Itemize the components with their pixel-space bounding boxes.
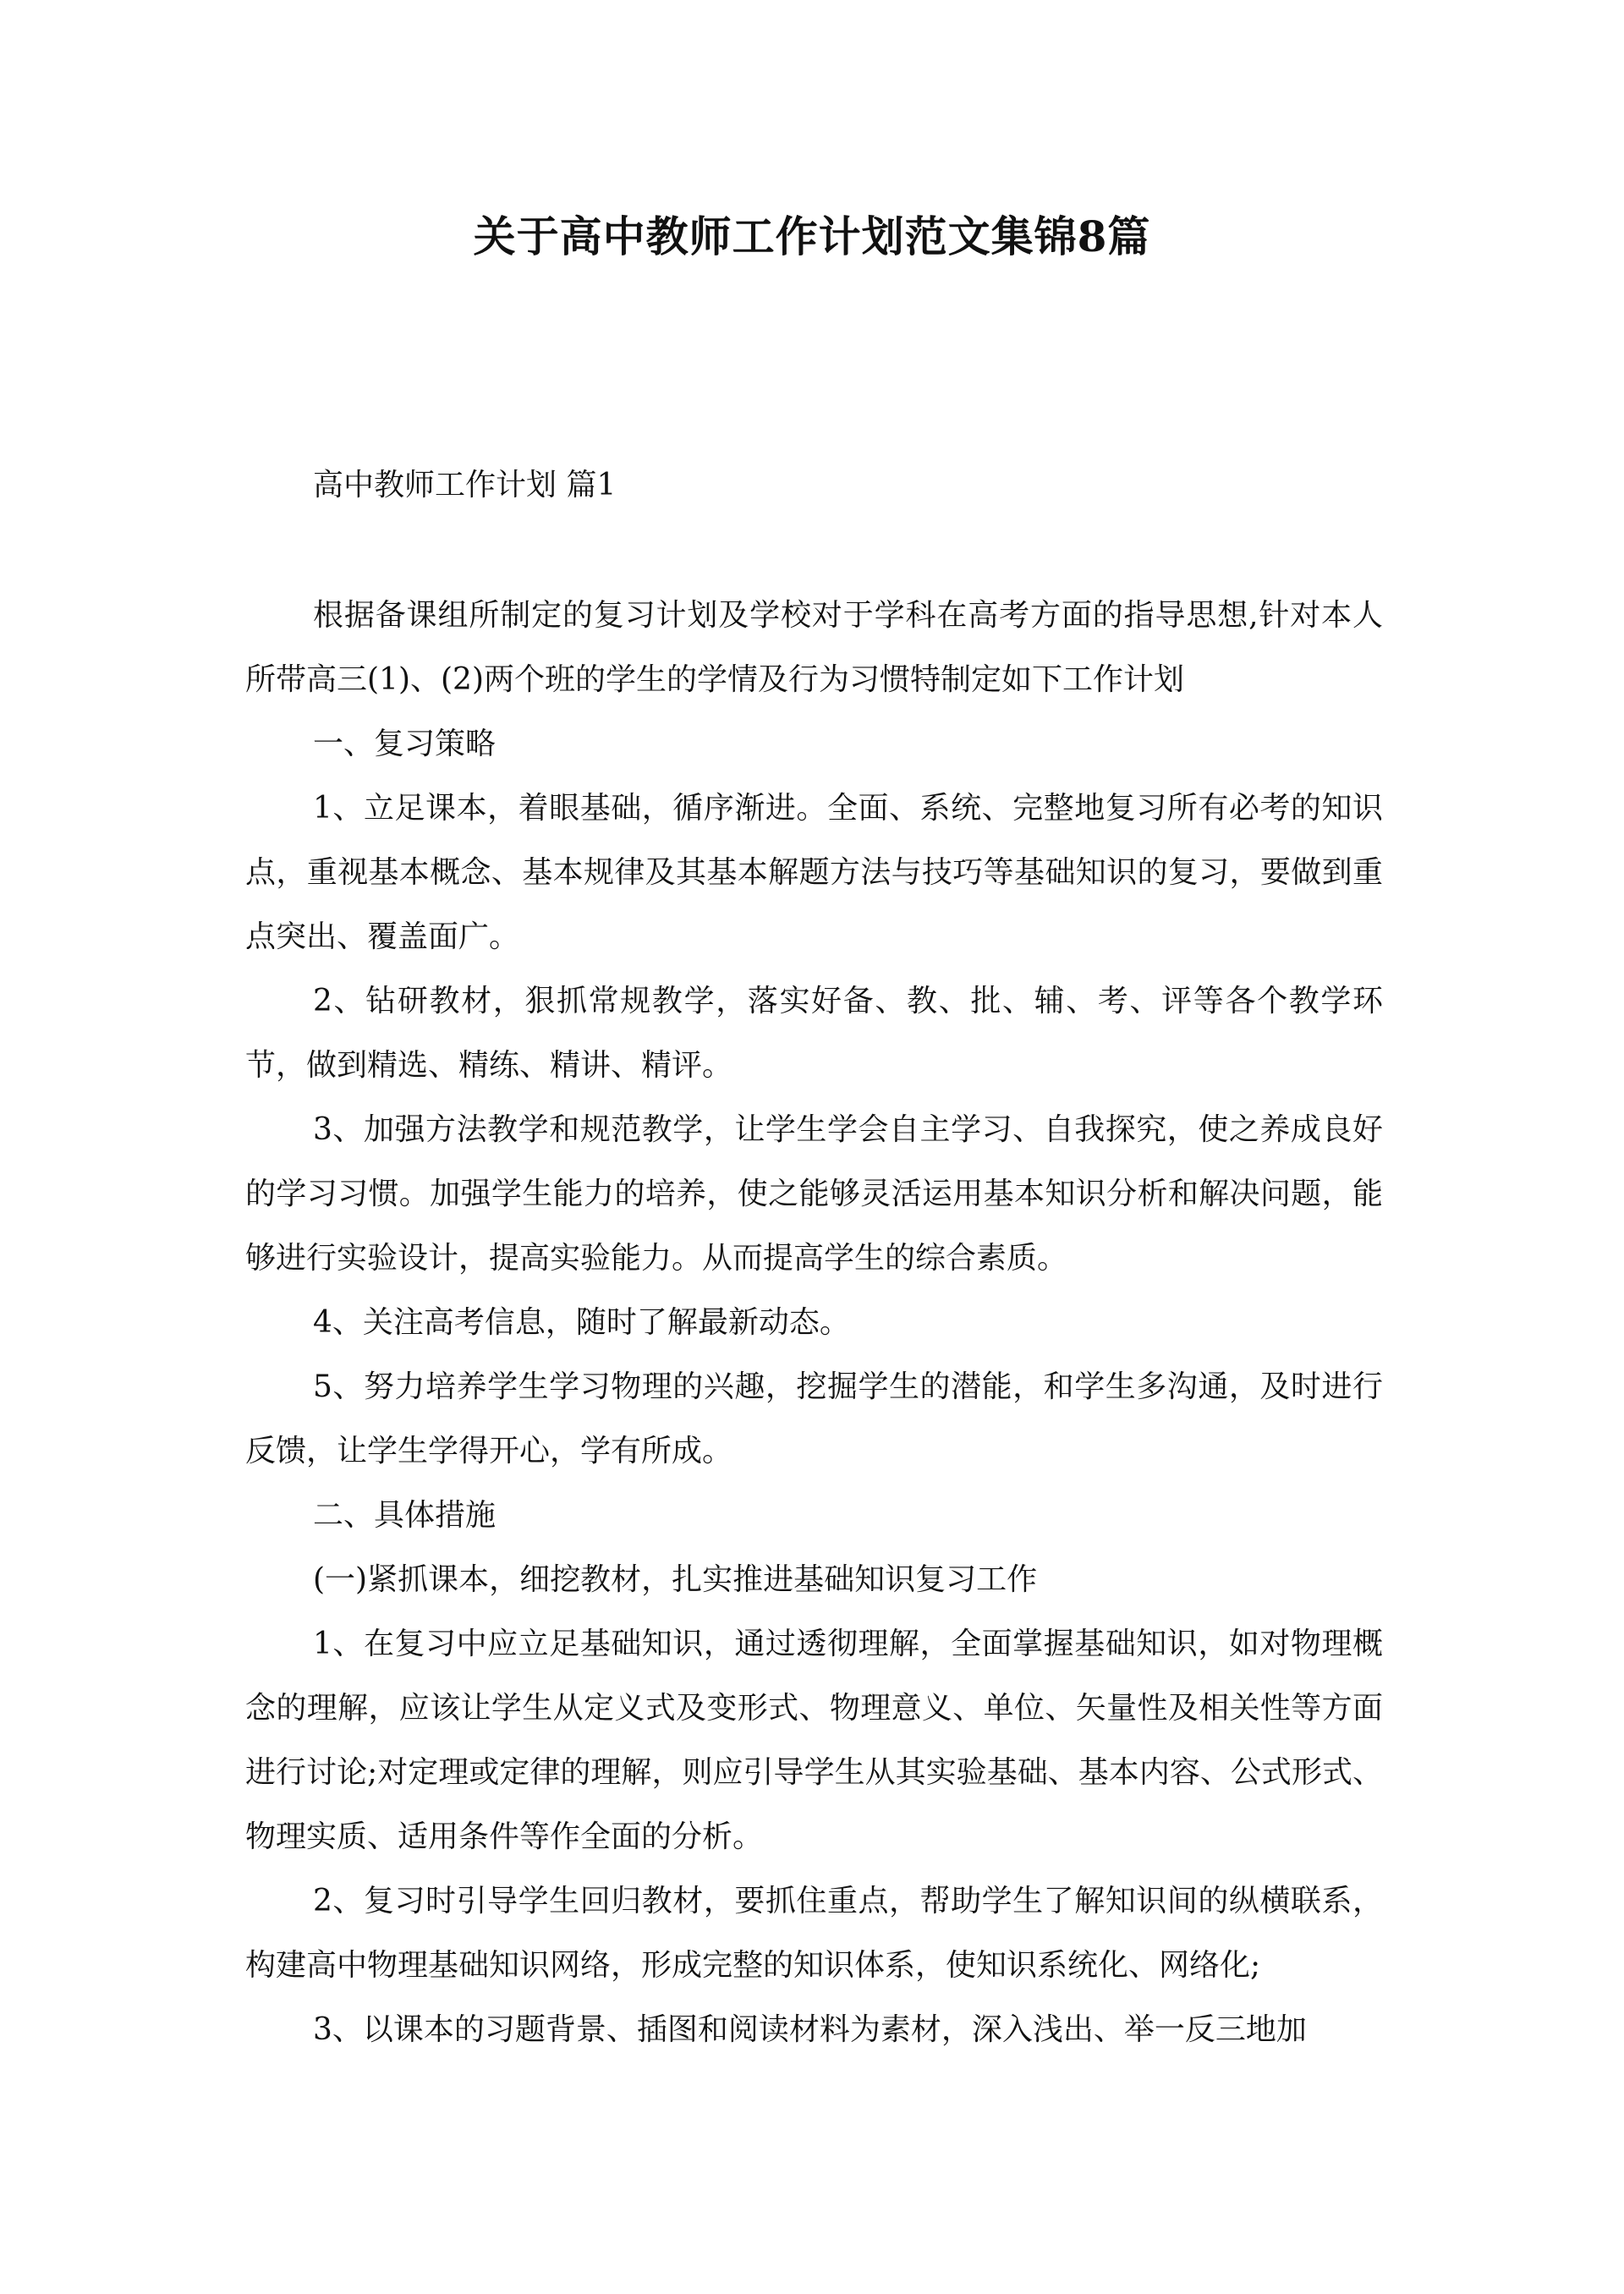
paragraph-measure-3: 3、以课本的习题背景、插图和阅读材料为素材，深入浅出、举一反三地加 (313, 2012, 1307, 2047)
heading-specific-measures: 二、具体措施 (313, 1498, 497, 1533)
paragraph-measure-1: 1、在复习中应立足基础知识，通过透彻理解，全面掌握基础知识，如对物理概念的理解，应该让学生从定义式及变形式、物理意义、单位、矢量性及相关性等方面进行讨论;对定理或定律的理解，则应引导学生从其实验基础、基本内容、公式形式、物理实质、适用条件等作全面的分析。 (245, 1627, 1383, 1854)
paragraph-strategy-4: 4、关注高考信息，随时了解最新动态。 (313, 1305, 850, 1340)
heading-review-strategy: 一、复习策略 (313, 727, 497, 761)
document-body (245, 584, 1383, 2062)
document-title: 关于高中教师工作计划范文集锦8篇 (473, 211, 1151, 261)
paragraph-strategy-5: 5、努力培养学生学习物理的兴趣，挖掘学生的潜能，和学生多沟通，及时进行反馈，让学生学得开心，学有所成。 (245, 1369, 1383, 1468)
subheading-measure-1: (一)紧抓课本，细挖教材，扎实推进基础知识复习工作 (313, 1562, 1038, 1597)
section-title: 高中教师工作计划 篇1 (313, 468, 617, 502)
paragraph-strategy-1: 1、立足课本，着眼基础，循序渐进。全面、系统、完整地复习所有必考的知识点，重视基本概念、基本规律及其基本解题方法与技巧等基础知识的复习，要做到重点突出、覆盖面广。 (245, 791, 1383, 954)
paragraph-intro: 根据备课组所制定的复习计划及学校对于学科在高考方面的指导思想,针对本人所带高三(1)、(2)两个班的学生的学情及行为习惯特制定如下工作计划 (245, 598, 1383, 697)
paragraph-measure-2: 2、复习时引导学生回归教材，要抓住重点，帮助学生了解知识间的纵横联系，构建高中物理基础知识网络，形成完整的知识体系，使知识系统化、网络化; (245, 1884, 1383, 1983)
paragraph-strategy-2: 2、钻研教材，狠抓常规教学，落实好备、教、批、辅、考、评等各个教学环节，做到精选、精练、精讲、精评。 (245, 984, 1383, 1083)
paragraph-strategy-3: 3、加强方法教学和规范教学，让学生学会自主学习、自我探究，使之养成良好的学习习惯。加强学生能力的培养，使之能够灵活运用基本知识分析和解决问题，能够进行实验设计，提高实验能力。从而提高学生的综合素质。 (245, 1112, 1383, 1276)
